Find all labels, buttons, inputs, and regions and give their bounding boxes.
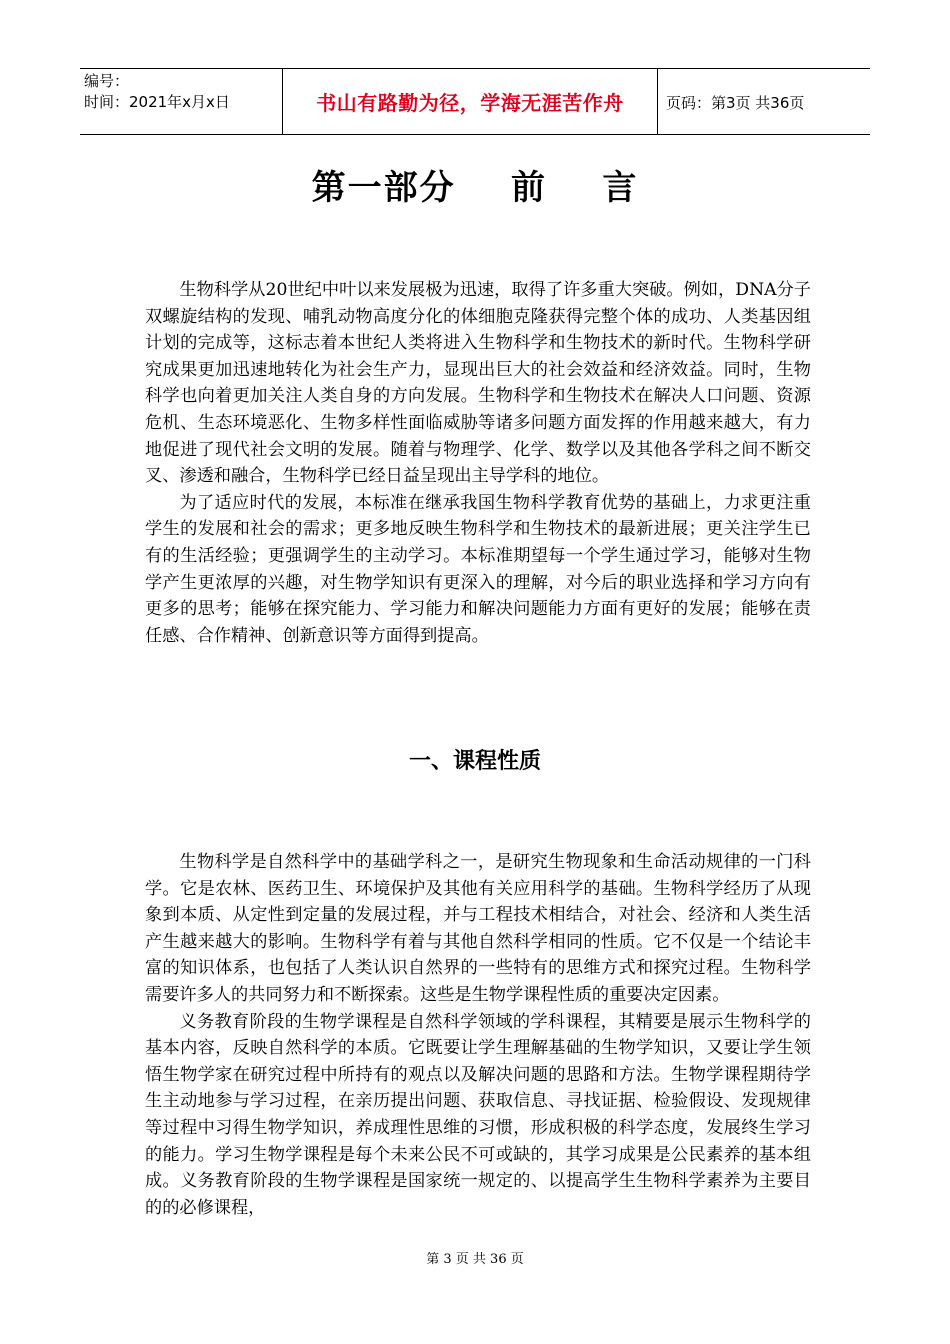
header-meta bbox=[84, 71, 280, 131]
preface-body bbox=[145, 277, 811, 649]
number-label: 编号： bbox=[84, 72, 130, 90]
header-page-info: 页码：第3页 共36页 bbox=[666, 94, 805, 112]
section-body bbox=[145, 849, 811, 1221]
date-label: 时间：2021年x月x日 bbox=[84, 93, 230, 111]
preface-paragraph: 为了适应时代的发展，本标准在继承我国生物科学教育优势的基础上，力求更注重学生的发展和社会的需求；更多地反映生物科学和生物技术的最新进展；更关注学生已有的生活经验；更强调学生的主动学习。本标准期望每一个学生通过学习，能够对生物学产生更浓厚的兴趣，对生物学知识有更深入的理解，对今后的职业选择和学习方向有更多的思考；能够在探究能力、学习能力和解决问题能力方面有更好的发展；能够在责任感、合作精神、创新意识等方面得到提高。 bbox=[145, 492, 811, 646]
section-paragraph: 义务教育阶段的生物学课程是自然科学领域的学科课程，其精要是展示生物科学的基本内容，反映自然科学的本质。它既要让学生理解基础的生物学知识，又要让学生领悟生物学家在研究过程中所持有的观点以及解决问题的思路和方法。生物学课程期待学生主动地参与学习过程，在亲历提出问题、获取信息、寻找证据、检验假设、发现规律等过程中习得生物学知识，养成理性思维的习惯，形成积极的科学态度，发展终生学习的能力。学习生物学课程是每个未来公民不可或缺的，其学习成果是公民素养的基本组成。义务教育阶段的生物学课程是国家统一规定的、以提高学生生物科学素养为主要目的的必修课程， bbox=[145, 1011, 811, 1218]
section-title: 一、课程性质 bbox=[408, 749, 541, 774]
preface-paragraph: 生物科学从20世纪中叶以来发展极为迅速，取得了许多重大突破。例如，DNA分子双螺旋结构的发现、哺乳动物高度分化的体细胞克隆获得完整个体的成功、人类基因组计划的完成等，这标志着本世纪人类将进入生物科学和生物技术的新时代。生物科学研究成果更加迅速地转化为社会生产力，显现出巨大的社会效益和经济效益。同时，生物科学也向着更加关注人类自身的方向发展。生物科学和生物技术在解决人口问题、资源危机、生态环境恶化、生物多样性面临威胁等诸多问题方面发挥的作用越来越大，有力地促进了现代社会文明的发展。随着与物理学、化学、数学以及其他各学科之间不断交叉、渗透和融合，生物科学已经日益呈现出主导学科的地位。 bbox=[145, 280, 811, 487]
header-motto: 书山有路勤为径，学海无涯苦作舟 bbox=[282, 68, 658, 135]
page-footer: 第 3 页 共 36 页 bbox=[426, 1252, 524, 1267]
section-paragraph: 生物科学是自然科学中的基础学科之一，是研究生物现象和生命活动规律的一门科学。它是农林、医药卫生、环境保护及其他有关应用科学的基础。生物科学经历了从现象到本质、从定性到定量的发展过程，并与工程技术相结合，对社会、经济和人类生活产生越来越大的影响。生物科学有着与其他自然科学相同的性质。它不仅是一个结论丰富的知识体系，也包括了人类认识自然界的一些特有的思维方式和探究过程。生物科学需要许多人的共同努力和不断探索。这些是生物学课程性质的重要决定因素。 bbox=[145, 852, 811, 1005]
page-title: 第一部分 前 言 bbox=[311, 168, 639, 208]
page-header bbox=[80, 68, 870, 135]
